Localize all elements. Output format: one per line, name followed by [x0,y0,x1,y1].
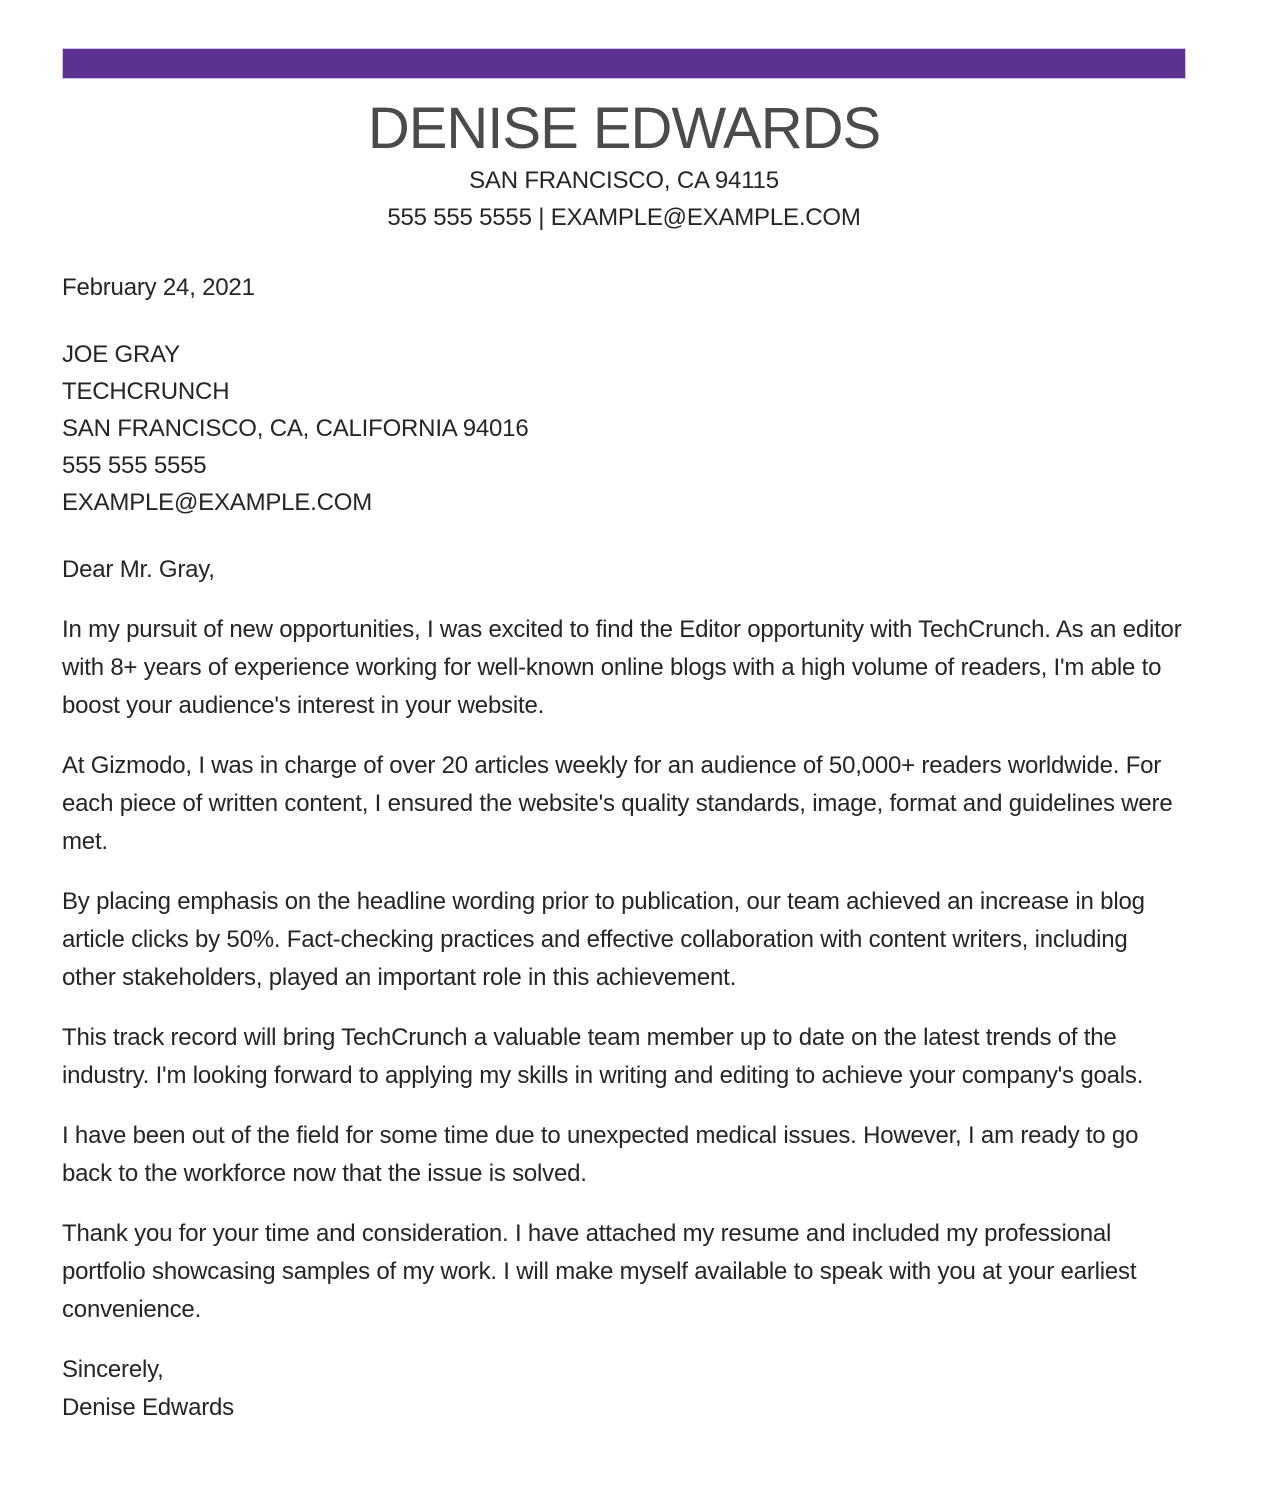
recipient-name: JOE GRAY [62,341,180,368]
recipient-phone: 555 555 5555 [62,452,207,479]
recipient-company: TECHCRUNCH [62,378,230,405]
signature-name: Denise Edwards [62,1394,234,1421]
closing-phrase: Sincerely, [62,1356,164,1383]
header-accent-bar [62,48,1186,79]
paragraph-achievement: By placing emphasis on the headline wording prior to publication, our team achieved an increase in blog article clicks by 50%. Fact-checking practices and effective collaboration with content writers, including other stakeholders, played an important role in this achievement. [62,888,1145,991]
letter-date: February 24, 2021 [62,274,255,301]
recipient-email: EXAMPLE@EXAMPLE.COM [62,489,372,516]
recipient-block [62,336,1186,521]
letter-body [62,273,1186,1427]
closing-block [62,1351,1186,1427]
paragraph-intro: In my pursuit of new opportunities, I was excited to find the Editor opportunity with TechCrunch. As an editor with 8+ years of experience working for well-known online blogs with a high volume of readers, I'm able to boost your audience's interest in your website. [62,616,1182,719]
letterhead [62,97,1186,233]
candidate-name: DENISE EDWARDS [367,96,881,161]
recipient-address: SAN FRANCISCO, CA, CALIFORNIA 94016 [62,415,529,442]
candidate-contact: 555 555 5555 | EXAMPLE@EXAMPLE.COM [387,204,861,231]
paragraph-experience: At Gizmodo, I was in charge of over 20 articles weekly for an audience of 50,000+ readers worldwide. For each piece of written content, I ensured the website's quality standards, image, format and guidelines were met. [62,752,1173,855]
paragraph-gap-explanation: I have been out of the field for some time due to unexpected medical issues. However, I am ready to go back to the workforce now that the issue is solved. [62,1122,1139,1187]
candidate-address: SAN FRANCISCO, CA 94115 [469,167,779,194]
paragraph-thanks: Thank you for your time and consideration. I have attached my resume and included my professional portfolio showcasing samples of my work. I will make myself available to speak with you at your earliest convenience. [62,1220,1137,1323]
salutation: Dear Mr. Gray, [62,556,215,583]
paragraph-value: This track record will bring TechCrunch a valuable team member up to date on the latest trends of the industry. I'm looking forward to applying my skills in writing and editing to achieve your company's goals. [62,1024,1144,1089]
